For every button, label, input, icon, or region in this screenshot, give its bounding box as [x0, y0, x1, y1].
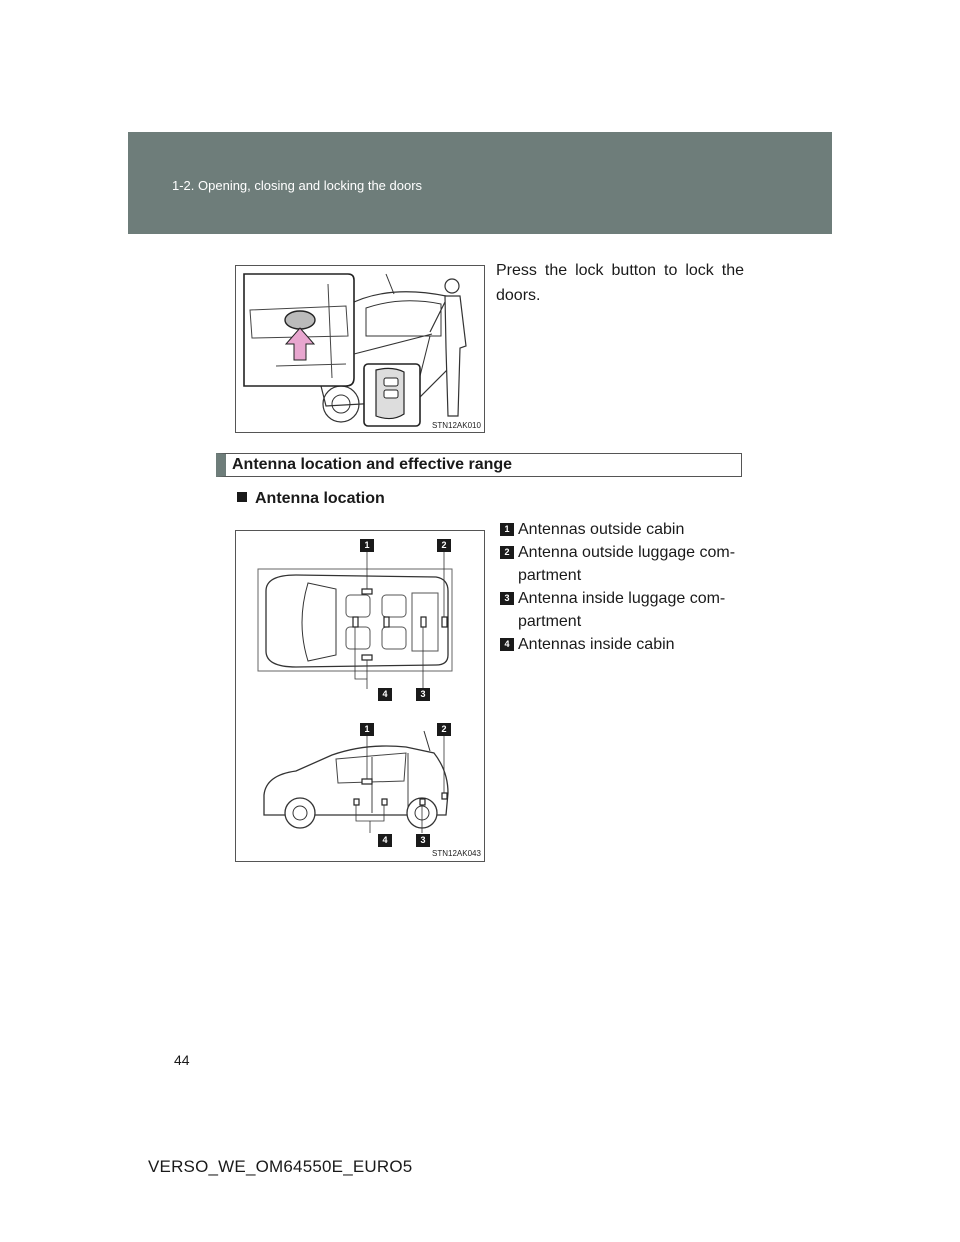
section-breadcrumb: 1-2. Opening, closing and locking the doors	[172, 178, 423, 193]
section-heading-bar	[216, 453, 742, 477]
instruction-text: Press the lock button to lock the doors.	[496, 262, 744, 304]
legend-item	[500, 541, 744, 587]
legend-text: Antenna outside luggage com-partment	[518, 544, 736, 584]
legend-text: Antennas outside cabin	[518, 521, 685, 538]
antenna-legend	[500, 518, 744, 656]
callout-1-side: 1	[360, 723, 374, 736]
document-id: VERSO_WE_OM64550E_EURO5	[148, 1157, 413, 1176]
square-bullet-icon	[237, 492, 247, 502]
callout-3-top: 3	[416, 688, 430, 701]
legend-number-badge: 3	[500, 592, 514, 605]
legend-text: Antennas inside cabin	[518, 636, 675, 653]
legend-item	[500, 633, 744, 656]
subsection-title: Antenna location	[255, 490, 385, 507]
antenna-diagram	[236, 531, 484, 861]
legend-item	[500, 518, 744, 541]
lock-button-illustration	[236, 266, 484, 432]
legend-number-badge: 1	[500, 523, 514, 536]
figure-code: STN12AK010	[432, 421, 481, 430]
legend-number-badge: 2	[500, 546, 514, 559]
legend-text: Antenna inside luggage com-partment	[518, 590, 726, 630]
section-heading: Antenna location and effective range	[232, 456, 513, 473]
callout-4-side: 4	[378, 834, 392, 847]
page-header-band	[128, 132, 832, 234]
legend-item	[500, 587, 744, 633]
callout-1-top: 1	[360, 539, 374, 552]
page-number: 44	[174, 1052, 190, 1068]
figure-lock-button	[235, 265, 485, 433]
figure-antenna-location	[235, 530, 485, 862]
legend-number-badge: 4	[500, 638, 514, 651]
callout-2-top: 2	[437, 539, 451, 552]
figure-code: STN12AK043	[432, 849, 481, 858]
callout-2-side: 2	[437, 723, 451, 736]
subsection-heading	[237, 490, 385, 508]
callout-4-top: 4	[378, 688, 392, 701]
callout-3-side: 3	[416, 834, 430, 847]
